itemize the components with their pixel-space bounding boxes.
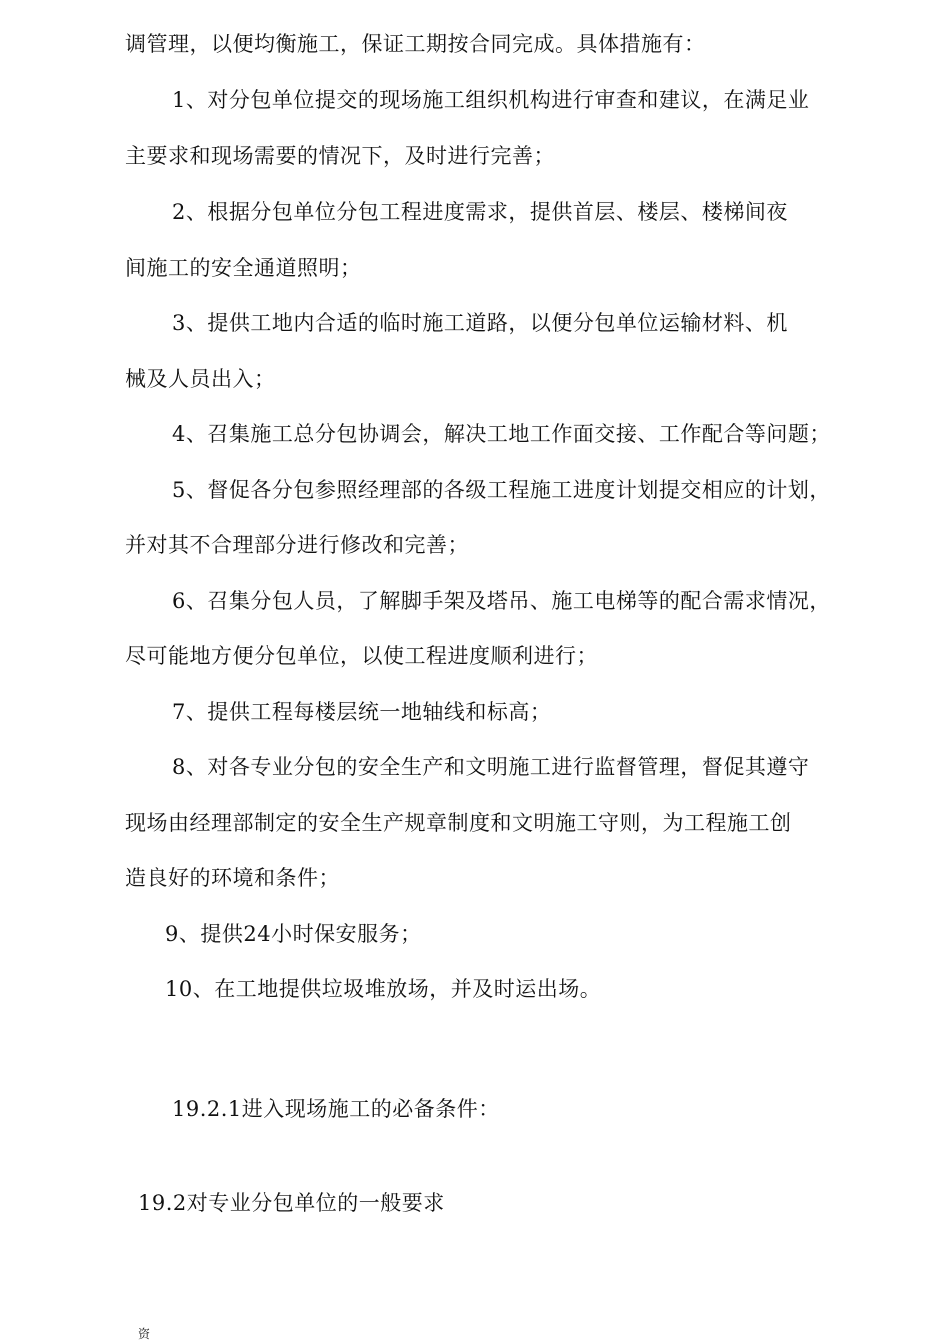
list-item-9: 9、提供24小时保安服务； [165,922,422,946]
paragraph-line: 调管理，以便均衡施工，保证工期按合同完成。具体措施有： [125,32,706,56]
list-item-10: 10、在工地提供垃圾堆放场，并及时运出场。 [165,977,602,1001]
page-footer: 资 [138,1327,151,1341]
section-heading: 19.2对专业分包单位的一般要求 [138,1191,445,1215]
list-item-6: 6、召集分包人员，了解脚手架及塔吊、施工电梯等的配合需求情况， [172,589,831,613]
list-item-4: 4、召集施工总分包协调会，解决工地工作面交接、工作配合等问题； [172,422,831,446]
list-item-3: 3、提供工地内合适的临时施工道路，以便分包单位运输材料、机 [172,311,788,335]
list-item-6-cont: 尽可能地方便分包单位，以使工程进度顺利进行； [125,644,598,668]
list-item-8-cont: 现场由经理部制定的安全生产规章制度和文明施工守则，为工程施工创 [125,811,792,835]
list-item-3-cont: 械及人员出入； [125,367,276,391]
list-item-1: 1、对分包单位提交的现场施工组织机构进行审查和建议，在满足业 [172,88,810,112]
list-item-2: 2、根据分包单位分包工程进度需求，提供首层、楼层、楼梯间夜 [172,200,788,224]
list-item-8-cont: 造良好的环境和条件； [125,866,340,890]
subsection-heading: 19.2.1进入现场施工的必备条件： [172,1097,500,1121]
list-item-7: 7、提供工程每楼层统一地轴线和标高； [172,700,552,724]
list-item-2-cont: 间施工的安全通道照明； [125,256,362,280]
list-item-1-cont: 主要求和现场需要的情况下，及时进行完善； [125,144,555,168]
list-item-5: 5、督促各分包参照经理部的各级工程施工进度计划提交相应的计划， [172,478,831,502]
list-item-8: 8、对各专业分包的安全生产和文明施工进行监督管理，督促其遵守 [172,755,810,779]
list-item-5-cont: 并对其不合理部分进行修改和完善； [125,533,469,557]
